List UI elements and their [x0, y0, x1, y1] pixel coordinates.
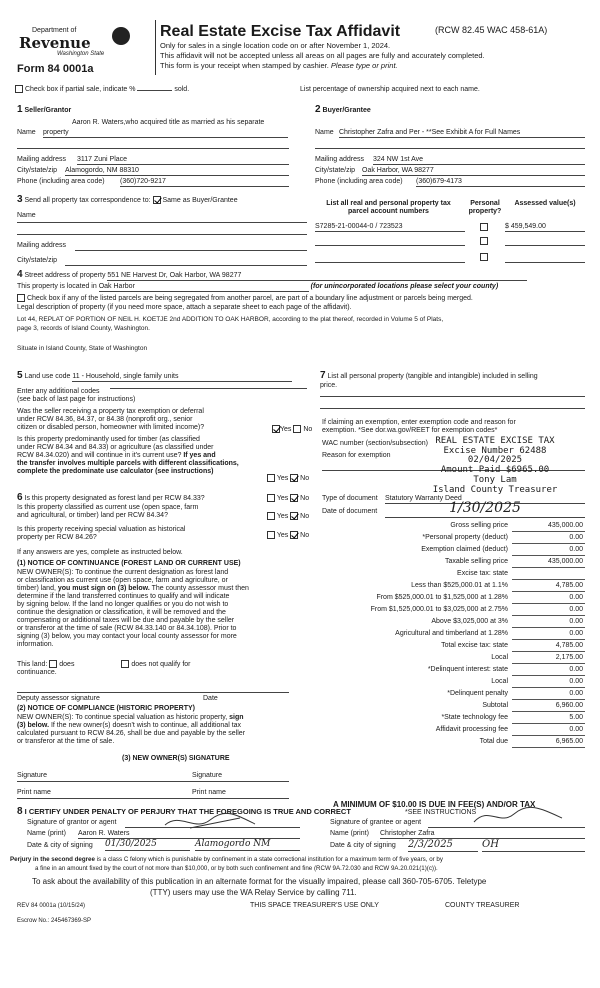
grantee-date-label: Date & city of signing	[330, 842, 396, 849]
parcel-number-3[interactable]	[315, 262, 465, 263]
seller-name-label: Name	[17, 129, 36, 136]
certify-statement: 8 I CERTIFY UNDER PENALTY OF PERJURY THAT THE FOREGOING IS TRUE AND CORRECT	[17, 806, 351, 817]
doc-type-label: Type of document	[322, 495, 378, 502]
stamp-date: 02/04/2025	[467, 455, 523, 466]
calc-label: *Delinquent penalty	[447, 690, 508, 697]
land-use-row: 5 Land use code 11 - Household, single family units	[17, 370, 292, 382]
calc-value[interactable]: 5.00	[512, 714, 585, 724]
grantee-signature-scribble	[470, 806, 570, 830]
doc-date-field[interactable]: 1/30/2025	[385, 500, 585, 518]
segregated-row: Check box if any of the listed parcels are being segregated from another parcel, are part of a boundary line adjustment or parcels being merged.	[17, 294, 473, 303]
buyer-name-label: Name	[315, 129, 334, 136]
historic-no-checkbox[interactable]	[290, 531, 298, 539]
perjury-text-2: a fine in an amount fixed by the court of not more than $10,000, or by both such confinement and fine (RCW 9A.72.030 and RCW 9A.20.021(1)(c)).	[35, 865, 438, 872]
historic-yes-checkbox[interactable]	[267, 531, 275, 539]
county-treasurer-label: COUNTY TREASURER	[445, 902, 520, 909]
calc-label: Subtotal	[482, 702, 508, 709]
grantor-date-field[interactable]: 01/30/2025	[105, 839, 190, 851]
calc-label: *State technology fee	[441, 714, 508, 721]
q2-no-checkbox[interactable]	[290, 474, 298, 482]
grantor-name-field[interactable]: Aaron R. Waters	[78, 830, 300, 839]
buyer-addr-label: Mailing address	[315, 156, 365, 163]
header-line3: This form is your receipt when stamped by cashier. Please type or print.	[160, 61, 398, 70]
seller-blank-line	[17, 148, 289, 149]
treasurer-use-label: THIS SPACE TREASURER'S USE ONLY	[250, 902, 379, 909]
alt-format-1: To ask about the availability of this publication in an alternate format for the visually impaired, please call 360-705-6705. Teletype	[32, 877, 487, 886]
additional-codes-field[interactable]	[110, 388, 307, 389]
additional-codes-label: Enter any additional codes	[17, 388, 100, 395]
personal-property-line-1[interactable]	[320, 396, 585, 397]
personal-property-checkbox-1[interactable]	[480, 223, 488, 231]
land-not-qualify-checkbox[interactable]	[121, 660, 129, 668]
sec6-q3-answer: Yes No	[267, 531, 309, 540]
doc-date-label: Date of document	[322, 508, 378, 515]
q1-no-checkbox[interactable]	[293, 425, 301, 433]
doc-type-field[interactable]: Statutory Warranty Deed	[385, 495, 585, 504]
calc-label: Agricultural and timberland at 1.28%	[395, 630, 508, 637]
header-line2: This affidavit will not be accepted unless all areas on all pages are fully and accurately completed.	[160, 51, 485, 60]
buyer-city-label: City/state/zip	[315, 167, 356, 174]
grantor-city-field[interactable]: Alamogordo NM	[195, 839, 300, 851]
stamp-title: REAL ESTATE EXCISE TAX	[435, 436, 555, 446]
owner-sig-label-2: Signature	[192, 772, 222, 779]
located-field[interactable]: Oak Harbor	[99, 283, 309, 292]
assessed-value-3[interactable]	[505, 262, 585, 263]
wa-state-label: Washington State	[57, 51, 105, 57]
q1-yes-checkbox[interactable]	[272, 425, 280, 433]
seller-addr-label: Mailing address	[17, 156, 67, 163]
forest-no-checkbox[interactable]	[290, 494, 298, 502]
grantee-name-field[interactable]: Christopher Zafra	[380, 830, 585, 839]
notice-continuance-heading: (1) NOTICE OF CONTINUANCE (FOREST LAND OR CURRENT USE)	[17, 560, 241, 567]
header-divider	[155, 20, 156, 75]
sec3-city-label: City/state/zip	[17, 257, 58, 264]
see-instructions-note: *SEE INSTRUCTIONS	[405, 809, 477, 816]
sec3-label: 3 Send all property tax correspondence to: Same as Buyer/Grantee	[17, 194, 238, 205]
notice-continuance-text: NEW OWNER(S): To continue the current designation as forest land or classification as current use (open space, farm and agriculture, or timber) land, you must sign on (3) below. The county assessor must then determine if the land transferred continues to qualify and will indicate by signing below. If the land no longer qualifies or you do not wish to continue the designation or classification, it will be removed and the compensating or additional taxes will be due and payable by the seller or transferor at the time of sale (RCW 84.33.140 or 84.34.108). Prior to signing (3) below, you may contact your local county assessor for more information.	[17, 569, 249, 649]
dept-label: Department of	[32, 27, 77, 34]
owner-print-label-1: Print name	[17, 789, 51, 796]
calc-label: Taxable selling price	[444, 558, 508, 565]
buyer-phone-field[interactable]: (360)679-4173	[416, 178, 585, 187]
this-land-row: This land: does does not qualify for	[17, 660, 191, 668]
calc-value[interactable]: 0.00	[512, 594, 585, 604]
calc-value[interactable]: 0.00	[512, 678, 585, 688]
sec6-q1: 6 Is this property designated as forest land per RCW 84.33?	[17, 492, 205, 503]
reason-label: Reason for exemption	[322, 452, 391, 459]
perjury-text-1: Perjury in the second degree is a class C felony which is punishable by confinement in a state correctional institution for a maximum term of five years, or by	[10, 856, 443, 863]
sec6-q3: Is this property receiving special valuation as historical property per RCW 84.26?	[17, 526, 186, 542]
q1-answer: Yes No	[272, 425, 312, 434]
calc-value[interactable]: 6,965.00	[512, 738, 585, 748]
calc-label: *Personal property (deduct)	[422, 534, 508, 541]
sec3-blank-line	[17, 234, 307, 235]
parcel-number[interactable]: S7285-21-00044-0 / 723523	[315, 223, 465, 232]
forest-yes-checkbox[interactable]	[267, 494, 275, 502]
owner-sig-label-1: Signature	[17, 772, 47, 779]
buyer-phone-label: Phone (including area code)	[315, 178, 403, 185]
sec3-name-label: Name	[17, 212, 36, 219]
seller-addr-field[interactable]: 3117 Zuni Place	[77, 156, 289, 165]
deputy-sig-label: Deputy assessor signature	[17, 695, 100, 702]
alt-format-2: (TTY) users may use the WA Relay Service by calling 711.	[150, 888, 357, 897]
property-address-field[interactable]: 551 NE Harvest Dr, Oak Harbor, WA 98277	[107, 272, 527, 281]
calc-value[interactable]: 0.00	[512, 630, 585, 640]
grantor-date-label: Date & city of signing	[27, 842, 93, 849]
calc-value[interactable]: 0.00	[512, 534, 585, 544]
calc-value[interactable]: 0.00	[512, 690, 585, 700]
buyer-city-field[interactable]: Oak Harbor, WA 98277	[362, 167, 585, 176]
treasurer-stamp	[410, 437, 580, 495]
calc-label: Gross selling price	[450, 522, 508, 529]
assessed-value-2[interactable]	[505, 245, 585, 246]
wac-label: WAC number (section/subsection)	[322, 440, 428, 447]
same-as-buyer-checkbox[interactable]	[153, 196, 161, 204]
sec3-city-field[interactable]	[65, 265, 307, 266]
current-use-no-checkbox[interactable]	[290, 512, 298, 520]
stamp-excise-number: Excise Number 62488	[443, 445, 547, 456]
calc-value[interactable]: 0.00	[512, 606, 585, 616]
calc-value[interactable]: 4,785.00	[512, 642, 585, 652]
sec6-q2: Is this property classified as current use (open space, farm and agricultural, or timber) land per RCW 84.34?	[17, 504, 199, 520]
see-back-note: (see back of last page for instructions)	[17, 396, 136, 403]
q2-answer: Yes No	[267, 474, 309, 483]
grantor-signature-scribble	[160, 810, 270, 832]
calc-value[interactable]: 2,175.00	[512, 654, 585, 664]
stamp-amount: Amount Paid $6965.00	[440, 465, 550, 476]
calc-label: Total excise tax: state	[441, 642, 508, 649]
calc-label: Exemption claimed (deduct)	[421, 546, 508, 553]
seller-phone-label: Phone (including area code)	[17, 178, 105, 185]
seller-name-field[interactable]: property	[43, 129, 288, 138]
calc-label: From $1,525,000.01 to $3,025,000 at 2.75%	[370, 606, 508, 613]
grantee-city-field[interactable]: OH	[482, 839, 585, 852]
parcel-col-header: List all real and personal property tax parcel account numbers	[326, 200, 451, 216]
calc-label: Above $3,025,000 at 3%	[431, 618, 508, 625]
list-pct-note: List percentage of ownership acquired next to each name.	[300, 86, 480, 93]
legal-text-2: page 3, records of Island County, Washington.	[17, 325, 150, 332]
located-row: This property is located in Oak Harbor (for unincorporated locations please select your county)	[17, 283, 498, 292]
sec3-mail-field[interactable]	[75, 250, 307, 251]
sec3-mail-label: Mailing address	[17, 242, 67, 249]
calc-label: Affidavit processing fee	[435, 726, 508, 733]
calc-value[interactable]: 435,000.00	[512, 558, 585, 568]
personal-col-header: Personal property?	[468, 200, 502, 216]
current-use-yes-checkbox[interactable]	[267, 512, 275, 520]
sec3-name-field[interactable]	[17, 222, 307, 223]
exemption-claim-note: If claiming an exemption, enter exemption code and reason for exemption. *See dor.wa.gov/REET for exemption codes*	[322, 419, 516, 435]
revenue-logo: Revenue	[19, 34, 91, 52]
personal-property-line-2[interactable]	[320, 408, 585, 409]
stamp-name: Tony Lam	[473, 474, 517, 485]
continuance-label: continuance.	[17, 669, 57, 676]
sec6-q2-answer: Yes No	[267, 512, 309, 521]
partial-sale-row: Check box if partial sale, indicate % sold.	[15, 85, 189, 94]
form-title: Real Estate Excise Tax Affidavit	[160, 23, 401, 40]
form-number: Form 84 0001a	[17, 63, 94, 75]
owner-print-label-2: Print name	[192, 789, 226, 796]
header-line1: Only for sales in a single location code on or after November 1, 2024.	[160, 41, 391, 50]
calc-label: *Delinquent interest: state	[427, 666, 508, 673]
calc-label: From $525,000.01 to $1,525,000 at 1.28%	[376, 594, 508, 601]
calc-value[interactable]: 0.00	[512, 546, 585, 556]
partial-sale-checkbox[interactable]	[15, 85, 23, 93]
calc-value[interactable]: 435,000.00	[512, 522, 585, 532]
escrow-number: Escrow No.: 245467369-SP	[17, 918, 92, 924]
q2-yes-checkbox[interactable]	[267, 474, 275, 482]
seller-heading: 1 Seller/Grantor	[17, 104, 72, 115]
segregated-checkbox[interactable]	[17, 294, 25, 302]
situate-text: Situate in Island County, State of Washington	[17, 345, 148, 352]
seller-phone-field[interactable]: (360)720-9217	[120, 178, 289, 187]
parcel-number-2[interactable]	[315, 245, 465, 246]
calc-value[interactable]	[512, 570, 585, 580]
new-owner-sig-heading: (3) NEW OWNER(S) SIGNATURE	[122, 755, 230, 762]
owner-signature-line[interactable]	[17, 781, 289, 782]
grantor-sig-label: Signature of grantor or agent	[27, 819, 117, 826]
assessed-value[interactable]: $ 459,549.00	[505, 223, 585, 232]
calc-value[interactable]: 4,785.00	[512, 582, 585, 592]
calc-value[interactable]: 6,960.00	[512, 702, 585, 712]
land-use-field[interactable]: 11 - Household, single family units	[72, 373, 292, 382]
land-does-checkbox[interactable]	[49, 660, 57, 668]
calc-value[interactable]: 0.00	[512, 726, 585, 736]
sec4-address-row: 4 Street address of property 551 NE Harvest Dr, Oak Harbor, WA 98277	[17, 269, 527, 281]
revenue-logo-icon	[112, 27, 130, 45]
form-statute: (RCW 82.45 WAC 458-61A)	[435, 25, 548, 35]
calc-label: Total due	[479, 738, 508, 745]
calc-value[interactable]: 0.00	[512, 618, 585, 628]
personal-property-checkbox-3[interactable]	[480, 253, 488, 261]
sec6-q1-answer: Yes No	[267, 494, 309, 503]
sec7-label: 7 List all personal property (tangible and intangible) included in selling price.	[320, 370, 538, 389]
seller-city-label: City/state/zip	[17, 167, 58, 174]
buyer-name-field[interactable]: Christopher Zafra and Per - **See Exhibit A for Full Names	[339, 129, 585, 138]
stamp-office: Island County Treasurer	[432, 484, 558, 495]
q1-text: Was the seller receiving a property tax exemption or deferral under RCW 84.36, 84.37, or 84.38 (nonprofit org., senior citizen or disabled person, homeowner with limited income)?	[17, 408, 205, 432]
legal-text-1: Lot 44, REPLAT OF PORTION OF NEIL H. KOETJE 2nd ADDITION TO OAK HARBOR, according to the plat thereof, recorded in Volume 5 of Plats,	[17, 316, 444, 323]
calc-label: Less than $525,000.01 at 1.1%	[411, 582, 508, 589]
calc-value[interactable]: 0.00	[512, 666, 585, 676]
form-revision: REV 84 0001a (10/15/24)	[17, 903, 86, 909]
grantee-name-label: Name (print)	[330, 830, 369, 837]
legal-desc-label: Legal description of property (if you need more space, attach a separate sheet to each page of the affidavit).	[17, 304, 352, 311]
calc-label: Local	[491, 654, 508, 661]
seller-name-line1: Aaron R. Waters,who acquired title as married as his separate	[72, 119, 265, 126]
buyer-heading: 2 Buyer/Grantee	[315, 104, 371, 115]
owner-print-line[interactable]	[17, 798, 289, 799]
grantee-sig-label: Signature of grantee or agent	[330, 819, 422, 826]
calc-label: Local	[491, 678, 508, 685]
personal-property-checkbox-2[interactable]	[480, 237, 488, 245]
minimum-due-note: A MINIMUM OF $10.00 IS DUE IN FEE(S) AND/OR TAX	[333, 800, 536, 809]
grantee-date-field[interactable]: 2/3/2025	[408, 839, 478, 852]
buyer-blank-line	[315, 148, 585, 149]
calc-label: Excise tax: state	[457, 570, 508, 577]
seller-city-field[interactable]: Alamogordo, NM 88310	[65, 167, 289, 176]
notice-compliance-heading: (2) NOTICE OF COMPLIANCE (HISTORIC PROPERTY)	[17, 705, 195, 712]
grantor-name-label: Name (print)	[27, 830, 66, 837]
notice-compliance-text: NEW OWNER(S): To continue special valuation as historic property, sign (3) below. If the new owner(s) doesn't wish to continue, all additional tax calculated pursuant to RCW 84.26, shall be due and payable by the seller or transferor at the time of sale.	[17, 714, 246, 746]
assessed-col-header: Assessed value(s)	[514, 200, 576, 207]
q2-text: Is this property predominantly used for timber (as classified under RCW 84.34 and 84.33) or agriculture (as classified under RCW 84.34.020) and will continue in it's current use? If yes and the transfer involves multiple parcels with different classifications, complete the predominate use calculator (see instructions)	[17, 436, 239, 476]
deputy-signature-line[interactable]	[17, 692, 289, 693]
deputy-date-label: Date	[203, 695, 218, 702]
if-any-note: If any answers are yes, complete as instructed below.	[17, 549, 183, 556]
buyer-addr-field[interactable]: 324 NW 1st Ave	[373, 156, 585, 165]
